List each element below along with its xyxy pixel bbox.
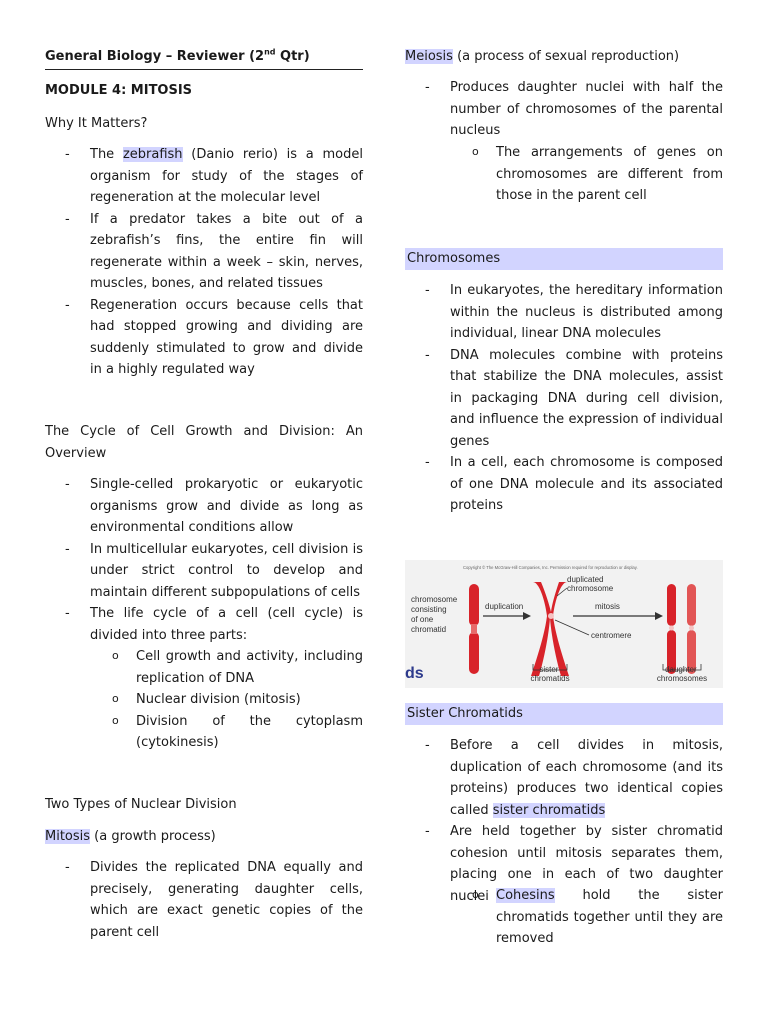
figure-svg [405, 560, 723, 688]
highlight-sister-chromatids: sister chromatids [492, 802, 606, 818]
why-heading: Why It Matters? [45, 116, 148, 131]
label-sister: sister chromatids [530, 665, 570, 683]
header-text: General Biology – Reviewer (2nd Qtr) [45, 48, 310, 65]
list-item: - If a predator takes a bite out of a zebrafish’s fins, the entire fin will regenerate within a week – skin, nerves, muscles, bones, and related tissues [45, 209, 363, 295]
label-chromosome: chromosome consisting of one chromatid [411, 595, 458, 634]
list-item: - DNA molecules combine with proteins that stabilize the DNA molecules, assist in packaging DNA during cell division, and influence the expression of individual genes [405, 345, 723, 453]
chromosomes-list [405, 280, 723, 517]
sublist-item: o The arrangements of genes on chromosomes are different from those in the parent cell [405, 142, 723, 207]
mitosis-heading: Mitosis (a growth process) [45, 829, 216, 844]
label-centromere: centromere [591, 631, 632, 640]
sublist-item: o Nuclear division (mitosis) [45, 689, 363, 711]
chromosome-duplication-figure [405, 560, 723, 688]
list-item: - In eukaryotes, the hereditary information within the nucleus is distributed among individual, linear DNA molecules [405, 280, 723, 345]
cycle-sublist [45, 646, 363, 754]
sister-list [405, 735, 723, 907]
label-duplication: duplication [485, 602, 524, 611]
module-title: MODULE 4: MITOSIS [45, 83, 193, 98]
label-mitosis: mitosis [595, 602, 620, 611]
superscript: nd [264, 48, 276, 57]
sister-heading: Sister Chromatids [405, 703, 723, 725]
highlight-cohesins: Cohesins [496, 888, 555, 903]
list-item: - Regeneration occurs because cells that had stopped growing and dividing are suddenly stimulated to grow and divide in a highly regulated way [45, 295, 363, 381]
sublist-item: o Cohesins hold the sister chromatids together until they are removed [405, 885, 723, 950]
label-daughter: daughter chromosomes [656, 665, 708, 683]
chromosomes-heading: Chromosomes [405, 248, 723, 270]
sublist-item: o Cell growth and activity, including replication of DNA [45, 646, 363, 689]
figure-copyright: Copyright © The McGraw-Hill Companies, Inc. Permission required for reproduction or display. [463, 565, 638, 570]
list-item: - Single-celled prokaryotic or eukaryotic organisms grow and divide as long as environmental conditions allow [45, 474, 363, 539]
list-item: - In a cell, each chromosome is composed of one DNA molecule and its associated proteins [405, 452, 723, 517]
meiosis-heading: Meiosis (a process of sexual reproduction) [405, 49, 680, 64]
list-item: - The zebrafish (Danio rerio) is a model organism for study of the stages of regeneration at the molecular level [45, 144, 363, 209]
mitosis-list [45, 857, 363, 943]
figure-cutoff-text: ds [405, 665, 424, 682]
list-item: - Are held together by sister chromatid cohesion until mitosis separates them, placing one in each of two daughter nuclei [405, 821, 723, 907]
header-divider [45, 69, 363, 70]
document-header [45, 48, 310, 64]
sublist-item: o Division of the cytoplasm (cytokinesis) [45, 711, 363, 754]
why-list [45, 144, 363, 381]
highlight-mitosis: Mitosis [45, 829, 91, 844]
meiosis-sublist [405, 142, 723, 207]
list-item: - Produces daughter nuclei with half the number of chromosomes of the parental nucleus [405, 77, 723, 142]
cycle-list [45, 474, 363, 646]
list-item: - The life cycle of a cell (cell cycle) is divided into three parts: [45, 603, 363, 646]
list-item: - Divides the replicated DNA equally and precisely, generating daughter cells, which are exact genetic copies of the parent cell [45, 857, 363, 943]
types-heading: Two Types of Nuclear Division [45, 797, 237, 812]
list-item: - Before a cell divides in mitosis, duplication of each chromosome (and its proteins) produces two identical copies called sister chromatids [405, 735, 723, 821]
highlight-meiosis: Meiosis [405, 49, 453, 64]
list-item: - In multicellular eukaryotes, cell division is under strict control to develop and maintain different subpopulations of cells [45, 539, 363, 604]
highlight-zebrafish: zebrafish [122, 147, 183, 162]
meiosis-list [405, 77, 723, 142]
sister-sublist [405, 885, 723, 950]
label-duplicated: duplicated chromosome [567, 575, 614, 593]
cycle-heading: The Cycle of Cell Growth and Division: An Overview [45, 424, 363, 461]
